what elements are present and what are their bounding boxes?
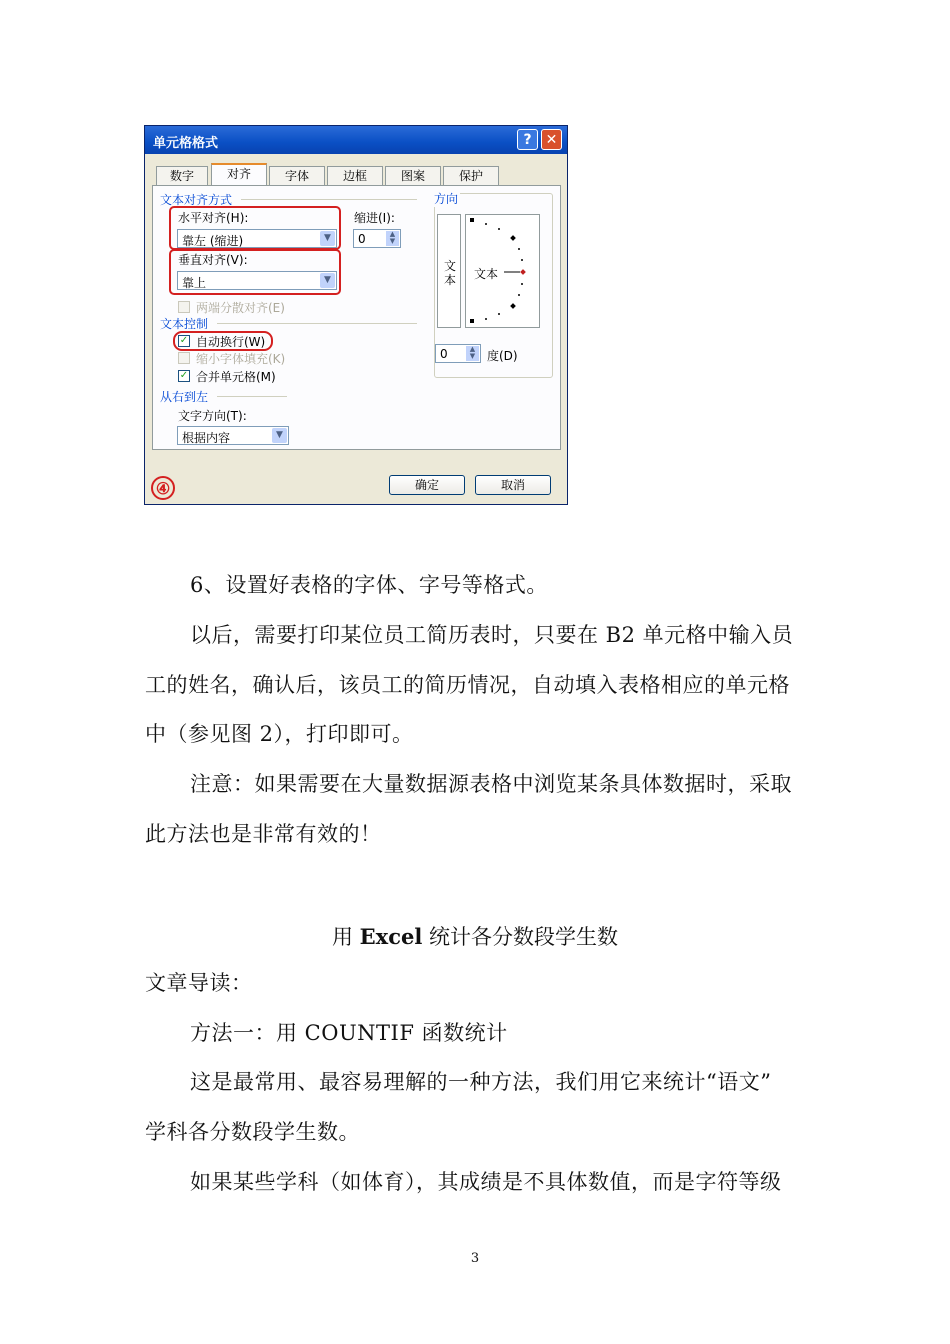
dialog-title: 单元格格式 xyxy=(153,136,219,151)
orientation-dial[interactable] xyxy=(465,214,540,328)
paragraph-step6: 6、设置好表格的字体、字号等格式。 xyxy=(190,573,548,597)
paragraph-print-line3: 中（参见图 2），打印即可。 xyxy=(145,722,414,746)
text-direction-value: 根据内容 xyxy=(182,431,231,445)
paragraph-countif-line1: 这是最常用、最容易理解的一种方法，我们用它来统计“语文” xyxy=(190,1070,772,1094)
vertical-text: 文本 xyxy=(444,259,457,287)
spin-arrows-icon[interactable]: ▲ ▼ xyxy=(386,231,399,246)
dial-dot xyxy=(518,294,520,296)
heading-suffix: 统计各分数段学生数 xyxy=(422,925,619,949)
distributed-checkbox[interactable] xyxy=(178,301,190,313)
dial-pointer xyxy=(520,269,526,275)
dial-marker xyxy=(510,235,516,241)
rtl-section-label: 从右到左 xyxy=(160,390,209,404)
chevron-down-icon[interactable]: ▼ xyxy=(320,231,335,246)
distributed-label: 两端分散对齐(E) xyxy=(196,301,285,315)
heading-prefix: 用 xyxy=(331,925,360,949)
indent-value: 0 xyxy=(358,232,366,246)
format-cells-dialog xyxy=(144,125,568,505)
merge-cells-label: 合并单元格(M) xyxy=(196,370,276,384)
step-marker: ④ xyxy=(151,476,175,500)
cancel-button[interactable]: 取消 xyxy=(475,475,551,495)
text-control-section-label: 文本控制 xyxy=(160,317,209,331)
merge-cells-checkbox[interactable]: ✓ xyxy=(179,370,189,381)
paragraph-countif-line2: 学科各分数段学生数。 xyxy=(145,1120,360,1144)
paragraph-print-line2: 工的姓名，确认后，该员工的简历情况，自动填入表格相应的单元格 xyxy=(145,673,790,697)
vertical-text-box[interactable] xyxy=(437,214,461,328)
section-heading xyxy=(0,921,950,951)
dial-dot xyxy=(521,283,523,285)
section-divider xyxy=(217,396,287,397)
shrink-to-fit-label: 缩小字体填充(K) xyxy=(196,352,286,366)
vertical-align-value: 靠上 xyxy=(182,276,207,290)
horizontal-align-label: 水平对齐(H): xyxy=(178,211,249,225)
dial-dot xyxy=(485,223,487,225)
help-icon[interactable]: ? xyxy=(517,129,538,150)
vertical-align-select[interactable] xyxy=(177,271,337,290)
chevron-down-icon[interactable]: ▼ xyxy=(320,273,335,288)
shrink-to-fit-checkbox[interactable] xyxy=(178,352,190,364)
section-divider xyxy=(217,323,417,324)
horizontal-align-select[interactable] xyxy=(177,229,337,248)
dial-dot xyxy=(521,259,523,261)
tab-border[interactable]: 边框 xyxy=(327,166,383,185)
wrap-text-label: 自动换行(W) xyxy=(196,335,266,349)
tab-patterns[interactable]: 图案 xyxy=(385,166,441,185)
indent-label: 缩进(I): xyxy=(354,211,395,225)
horizontal-align-value: 靠左 (缩进) xyxy=(182,234,244,248)
dial-marker-bottom xyxy=(470,319,474,323)
dial-dot xyxy=(518,248,520,250)
dial-dot xyxy=(485,318,487,320)
method-one-heading: 方法一：用 COUNTIF 函数统计 xyxy=(190,1021,508,1045)
degrees-value: 0 xyxy=(440,347,448,361)
orientation-section-label: 方向 xyxy=(434,192,459,206)
paragraph-note-line1: 注意：如果需要在大量数据源表格中浏览某条具体数据时，采取 xyxy=(190,772,792,796)
chevron-down-icon[interactable]: ▼ xyxy=(272,428,287,443)
tab-number[interactable]: 数字 xyxy=(156,166,208,185)
vertical-align-label: 垂直对齐(V): xyxy=(178,253,248,267)
close-icon[interactable]: ✕ xyxy=(541,129,562,150)
dial-dot xyxy=(498,313,500,315)
wrap-text-checkbox[interactable]: ✓ xyxy=(179,335,189,346)
spin-arrows-icon[interactable]: ▲ ▼ xyxy=(466,346,479,361)
heading-excel: Excel xyxy=(359,924,423,949)
section-divider xyxy=(241,199,417,200)
paragraph-note-line2: 此方法也是非常有效的！ xyxy=(145,822,382,846)
page-number: 3 xyxy=(470,1251,480,1266)
tab-font[interactable]: 字体 xyxy=(269,166,325,185)
dial-marker xyxy=(510,303,516,309)
paragraph-print-line1: 以后，需要打印某位员工简历表时，只要在 B2 单元格中输入员 xyxy=(190,623,794,647)
degrees-label: 度(D) xyxy=(487,349,518,363)
dial-text: 文本 xyxy=(474,267,499,281)
article-guide-label: 文章导读： xyxy=(145,971,253,995)
paragraph-grade-line1: 如果某些学科（如体育），其成绩是不具体数值，而是字符等级 xyxy=(190,1170,782,1194)
text-direction-select[interactable] xyxy=(177,426,289,445)
dial-marker-top xyxy=(470,218,474,222)
dialog-titlebar xyxy=(145,126,567,154)
text-alignment-section-label: 文本对齐方式 xyxy=(160,193,233,207)
degrees-stepper[interactable] xyxy=(435,344,481,363)
tab-alignment[interactable]: 对齐 xyxy=(211,163,267,186)
text-direction-label: 文字方向(T): xyxy=(178,409,247,423)
indent-stepper[interactable] xyxy=(353,229,401,248)
ok-button[interactable]: 确定 xyxy=(389,475,465,495)
tab-protection[interactable]: 保护 xyxy=(443,166,499,185)
dial-dot xyxy=(498,228,500,230)
